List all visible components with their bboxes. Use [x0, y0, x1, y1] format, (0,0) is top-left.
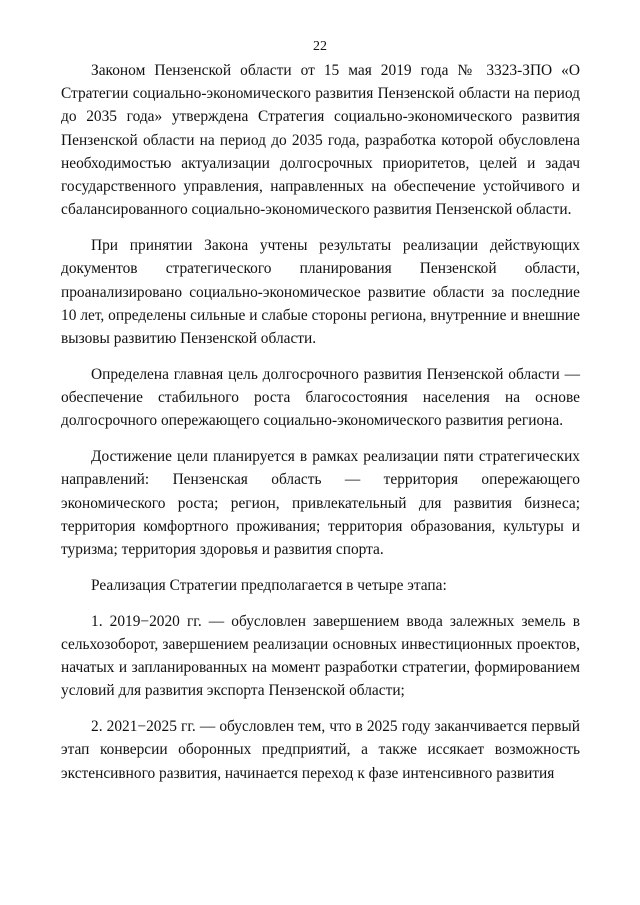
document-body	[61, 59, 580, 798]
paragraph-stage-1: 1. 2019−2020 гг. — обусловлен завершением ввода залежных земель в сельхозоборот, завершением реализации основных инвестиционных проектов, начатых и запланированных на момент разработки стратегии, формированием условий для развития экспорта Пензенской области;	[61, 612, 580, 700]
page-number: 22	[313, 39, 327, 54]
paragraph-law-adoption: При принятии Закона учтены результаты реализации действующих документов стратегического планирования Пензенской области, проанализировано социально-экономическое развитие области за последние 10 лет, определены сильные и слабые стороны региона, внутренние и внешние вызовы развитию Пензенской области.	[61, 237, 580, 347]
paragraph-strategic-directions: Достижение цели планируется в рамках реализации пяти стратегических направлений: Пензенская область — территория опережающего экономического роста; регион, привлекательный для развития бизнеса; территория комфортного проживания; территория образования, культуры и туризма; территория здоровья и развития спорта.	[61, 448, 580, 558]
paragraph-strategy-law: Законом Пензенской области от 15 мая 2019 года № 3323-ЗПО «О Стратегии социально-экономического развития Пензенской области на период до 2035 года» утверждена Стратегия социально-экономического развития Пензенской области на период до 2035 года, разработка которой обусловлена необходимостью актуализации долгосрочных приоритетов, целей и задач государственного управления, направленных на обеспечение устойчивого и сбалансированного социально-экономического развития Пензенской области.	[61, 62, 580, 219]
paragraph-main-goal: Определена главная цель долгосрочного развития Пензенской области — обеспечение стабильного роста благосостояния населения на основе долгосрочного опережающего социально-экономического развития региона.	[61, 365, 580, 430]
paragraph-stages-intro: Реализация Стратегии предполагается в четыре этапа:	[91, 576, 447, 594]
paragraph-stage-2: 2. 2021−2025 гг. — обусловлен тем, что в 2025 году заканчивается первый этап конверсии оборонных предприятий, а также иссякает возможность экстенсивного развития, начинается переход к фазе интенсивного развития	[61, 718, 580, 782]
